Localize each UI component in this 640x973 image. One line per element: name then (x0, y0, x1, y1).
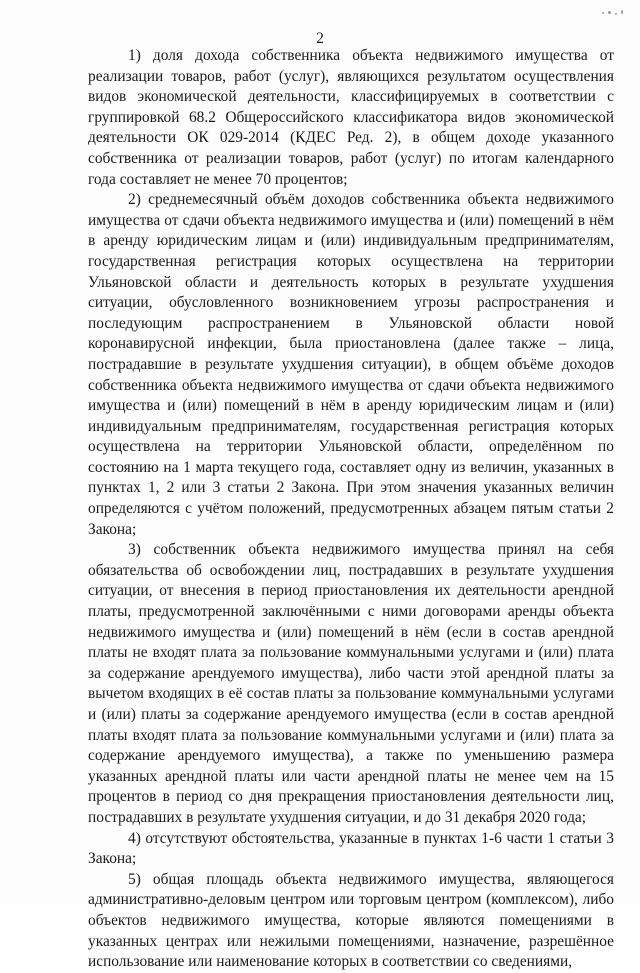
page-number: 2 (316, 30, 324, 47)
paragraph-item-4: 4) отсутствуют обстоятельства, указанные в пунктах 1-6 части 1 статьи 3 Закона; (88, 829, 614, 868)
document-body (88, 46, 614, 973)
paragraph-item-1: 1) доля дохода собственника объекта недвижимого имущества от реализации товаров, работ (услуг), являющихся результатом осуществления видов экономической деятельности, классифицируемых в соответствии с группировкой 68.2 Общероссийского классификатора видов экономической деятельности ОК 029-2014 (КДЕС Ред. 2), в общем доходе указанного собственника от реализации товаров, работ (услуг) по итогам календарного года составляет не менее 70 процентов; (88, 47, 614, 188)
scan-artifact-dots (602, 8, 626, 18)
paragraph-item-5: 5) общая площадь объекта недвижимого имущества, являющегося административно-деловым центром или торговым центром (комплексом), либо объектов недвижимого имущества, которые являются помещениями в указанных центрах или нежилыми помещениями, назначение, разрешённое использование или наименование которых в соответствии со сведениями, (88, 870, 614, 971)
paragraph-item-2: 2) среднемесячный объём доходов собственника объекта недвижимого имущества от сдачи объекта недвижимого имущества и (или) помещений в нём в аренду юридическим лицам и (или) индивидуальным предпринимателям, государственная регистрация которых осуществлена на территории Ульяновской области и деятельность которых в результате ухудшения ситуации, обусловленного возникновением угрозы распространения и последующим распространением в Ульяновской области новой коронавирусной инфекции, была приостановлена (далее также – лица, пострадавшие в результате ухудшения ситуации), в общем объёме доходов собственника объекта недвижимого имущества от сдачи объекта недвижимого имущества и (или) помещений в нём в аренду юридическим лицам и (или) индивидуальным предпринимателям, государственная регистрация которых осуществлена на территории Ульяновской области, определённом по состоянию на 1 марта текущего года, составляет одну из величин, указанных в пунктах 1, 2 или 3 статьи 2 Закона. При этом значения указанных величин определяются с учётом положений, предусмотренных абзацем пятым статьи 2 Закона; (88, 191, 614, 538)
paragraph-item-3: 3) собственник объекта недвижимого имущества принял на себя обязательства об освобождении лиц, пострадавших в результате ухудшения ситуации, от внесения в период приостановления их деятельности арендной платы, предусмотренной заключёнными с ними договорами аренды объекта недвижимого имущества и (или) помещений в нём (если в состав арендной платы не входят плата за пользование коммунальными услугами и (или) плата за содержание арендуемого имущества), либо части этой арендной платы за вычетом входящих в её состав платы за пользование коммунальными услугами и (или) платы за содержание арендуемого имущества (если в состав арендной платы входят плата за пользование коммунальными услугами и (или) плата за содержание арендуемого имущества), а также по уменьшению размера указанных арендной платы или части арендной платы не менее чем на 15 процентов в период со дня прекращения приостановления деятельности лиц, пострадавших в результате ухудшения ситуации, и до 31 декабря 2020 года; (88, 541, 614, 826)
